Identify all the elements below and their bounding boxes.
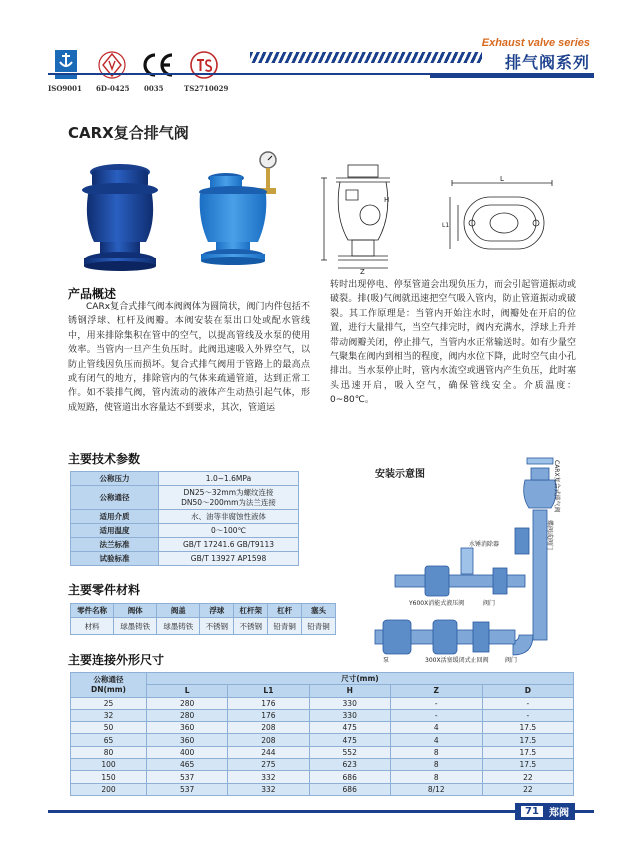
dims-cell: 465 [147, 759, 228, 771]
dims-cell: 176 [228, 709, 309, 721]
svg-text:Z: Z [360, 268, 365, 275]
dims-cell: 475 [309, 734, 390, 746]
certification-codes [48, 84, 244, 93]
parts-header-cell: 阀盖 [157, 604, 200, 618]
tech-key: 公称压力 [71, 472, 159, 486]
parts-cell: 铅青铜 [268, 618, 302, 635]
table-row [71, 734, 574, 746]
table-row [71, 524, 299, 538]
install-label: CARX复合式排气阀 [553, 460, 560, 513]
tech-heading: 主要技术参数 [68, 452, 141, 466]
parts-cell: 铅青铜 [302, 618, 336, 635]
dims-cell: 50 [71, 722, 147, 734]
install-label: Y600X消能式液压阀 [409, 600, 465, 607]
dims-cell: 280 [147, 709, 228, 721]
dims-cell: 360 [147, 734, 228, 746]
dims-body [71, 697, 574, 795]
tech-value: 水、油等非腐蚀性液体 [159, 510, 299, 524]
product-photo-valve-2 [188, 150, 288, 275]
dims-cell: 80 [71, 746, 147, 758]
table-row [71, 618, 336, 635]
dims-cell: 17.5 [482, 759, 573, 771]
parts-header-cell: 塞头 [302, 604, 336, 618]
table-row [71, 538, 299, 552]
tech-key: 适用温度 [71, 524, 159, 538]
install-diagram-title: 安装示意图 [375, 469, 425, 480]
parts-cell: 材料 [71, 618, 114, 635]
table-header-row [71, 685, 574, 697]
product-photo-valve-1 [70, 160, 170, 275]
dims-cell: 8 [390, 759, 482, 771]
dims-cell: - [390, 697, 482, 709]
header-stripe [250, 52, 482, 63]
dims-cell: 360 [147, 722, 228, 734]
dims-cell: 208 [228, 734, 309, 746]
table-header-row [71, 604, 336, 618]
overview-heading: 产品概述 [68, 287, 117, 301]
dims-cell: 400 [147, 746, 228, 758]
dims-cell: 8 [390, 771, 482, 783]
install-label: 泵 [383, 657, 390, 664]
parts-cell: 不锈钢 [200, 618, 234, 635]
table-header-row [71, 673, 574, 685]
dims-col-header: Z [390, 685, 482, 697]
dims-cell: 4 [390, 734, 482, 746]
dims-cell: 686 [309, 783, 390, 795]
page-badge [515, 803, 575, 820]
table-row [71, 486, 299, 510]
dims-header-text: 公称通径 [93, 674, 124, 684]
dims-cell: - [482, 709, 573, 721]
dims-header-size: 尺寸(mm) [147, 673, 574, 685]
dims-cell: 686 [309, 771, 390, 783]
install-label: 阀门 [505, 657, 518, 664]
dims-cell: 200 [71, 783, 147, 795]
dims-col-header: L [147, 685, 228, 697]
cert-code: 6D-0425 [96, 84, 130, 93]
svg-text:L1: L1 [442, 222, 450, 229]
section-drawing [318, 160, 408, 275]
dims-cell: 32 [71, 709, 147, 721]
dnv-iso-logo [48, 50, 84, 80]
parts-cell: 不锈钢 [234, 618, 268, 635]
overview-text-left: CARx复合式排气阀本阀阀体为圆筒状，阀门内件包括不锈钢浮球、杠杆及阀瓣。本阀安装在泵出口处或配水管线中，用来排除集积在管中的空气，以提高管线及水泵的使用效率。当管内一旦产生负压时。此阀迅速吸入外界空气，以防止管线因负压而损坏。复合式排气阀用于管路上的最高点或有闭气的地方，排除管内的气体来疏通管道，达到正常工作。如不装排气阀，管内流动的液体产生动热引起气体，形成短路，使管道出水容量达不到要求，其次，管道运 [68, 302, 310, 413]
dims-cell: 17.5 [482, 722, 573, 734]
dims-cell: 475 [309, 722, 390, 734]
series-title-cn: 排气阀系列 [504, 53, 590, 72]
dims-cell: 330 [309, 709, 390, 721]
tech-value-line: DN25～32mm为螺纹连接 [183, 487, 274, 497]
dims-cell: 22 [482, 771, 573, 783]
tech-key: 公称通径 [71, 486, 159, 510]
dims-heading: 主要连接外形尺寸 [68, 653, 165, 667]
parts-table [70, 603, 336, 635]
series-title-en: Exhaust valve series [481, 37, 590, 49]
cert-code: TS2710029 [184, 84, 229, 93]
tech-value-line: DN50～200mm为法兰连接 [181, 497, 276, 507]
table-row [71, 697, 574, 709]
dims-table [70, 672, 574, 796]
parts-header-cell: 零件名称 [71, 604, 114, 618]
ts-mark-logo [186, 50, 222, 80]
table-row [71, 759, 574, 771]
dims-cell: 8 [390, 746, 482, 758]
cert-code: ISO9001 [48, 84, 82, 93]
dims-header-text: DN(mm) [91, 684, 126, 694]
product-title: CARX复合排气阀 [68, 124, 189, 142]
dims-cell: 100 [71, 759, 147, 771]
table-row [71, 722, 574, 734]
dims-cell: 244 [228, 746, 309, 758]
dims-cell: 17.5 [482, 734, 573, 746]
cert-code: 0035 [144, 84, 164, 93]
dims-cell: 330 [309, 697, 390, 709]
tech-params-table [70, 471, 299, 566]
tech-key: 适用介质 [71, 510, 159, 524]
parts-header-cell: 浮球 [200, 604, 234, 618]
parts-header-cell: 杠杆架 [234, 604, 268, 618]
svg-text:L: L [500, 175, 504, 183]
dims-cell: 537 [147, 771, 228, 783]
table-row [71, 709, 574, 721]
dims-header-dn [71, 673, 147, 698]
tech-key: 试验标准 [71, 552, 159, 566]
install-label: 阀门 [483, 600, 496, 607]
dims-cell: 22 [482, 783, 573, 795]
parts-cell: 球墨铸铁 [114, 618, 157, 635]
header-divider-thick [430, 73, 594, 78]
dims-cell: 552 [309, 746, 390, 758]
install-diagram [365, 440, 580, 670]
table-row [71, 552, 299, 566]
dims-cell: 17.5 [482, 746, 573, 758]
dims-cell: 332 [228, 771, 309, 783]
dims-cell: 4 [390, 722, 482, 734]
dims-cell: 208 [228, 722, 309, 734]
ce-mark-logo [140, 50, 176, 80]
parts-heading: 主要零件材料 [68, 583, 141, 597]
dims-cell: 332 [228, 783, 309, 795]
dims-cell: - [390, 709, 482, 721]
certification-logos [48, 48, 222, 80]
install-label: 水锤消除器 [469, 541, 500, 548]
parts-header-cell: 阀体 [114, 604, 157, 618]
tech-value [159, 486, 299, 510]
dims-cell: 25 [71, 697, 147, 709]
install-label: 蝶阀或阀门 [546, 520, 553, 551]
top-view-drawing [442, 175, 562, 270]
dims-cell: 176 [228, 697, 309, 709]
dims-cell: - [482, 697, 573, 709]
tech-key: 法兰标准 [71, 538, 159, 552]
tech-value: GB/T 13927 AP1598 [159, 552, 299, 566]
tech-value: 1.0~1.6MPa [159, 472, 299, 486]
dims-cell: 537 [147, 783, 228, 795]
dims-cell: 280 [147, 697, 228, 709]
dims-col-header: L1 [228, 685, 309, 697]
table-row [71, 746, 574, 758]
tech-value: 0～100℃ [159, 524, 299, 538]
overview-text-right: 转时出现停电、停泵管道会出现负压力，而会引起管道振动或破裂。排(吸)气阀就迅速把空气吸入管内，防止管道振动或破裂。其工作原理是：当管内开始注水时，阀瓣处在开启的位置，进行大量排气，当空气排完时，阀内充满水，浮球上升并带动阀瓣关闭，停止排气，当管内水正常输送时。如有少量空气聚集在阀内到相当的程度，阀内水位下降，此时空气由小孔排出。当水泵停止时，管内水流空或遇管内产生负压，此时塞头迅速开启，吸入空气，确保管线安全。介质温度：0~80℃。 [330, 280, 576, 406]
table-row [71, 472, 299, 486]
dims-cell: 8/12 [390, 783, 482, 795]
dims-col-header: H [309, 685, 390, 697]
footer-divider [48, 810, 594, 813]
svg-text:H: H [384, 196, 390, 204]
dims-cell: 623 [309, 759, 390, 771]
parts-header-cell: 杠杆 [268, 604, 302, 618]
dims-col-header: D [482, 685, 573, 697]
page-number: 71 [521, 806, 543, 817]
parts-cell: 球墨铸铁 [157, 618, 200, 635]
table-row [71, 510, 299, 524]
dims-cell: 150 [71, 771, 147, 783]
table-row [71, 783, 574, 795]
tech-value: GB/T 17241.6 GB/T9113 [159, 538, 299, 552]
brand-name: 郑阀 [548, 808, 569, 819]
api-diamond-logo [94, 50, 130, 80]
dims-cell: 275 [228, 759, 309, 771]
install-label: 300X活塞缓闭式止回阀 [425, 657, 489, 664]
table-row [71, 771, 574, 783]
dims-cell: 65 [71, 734, 147, 746]
